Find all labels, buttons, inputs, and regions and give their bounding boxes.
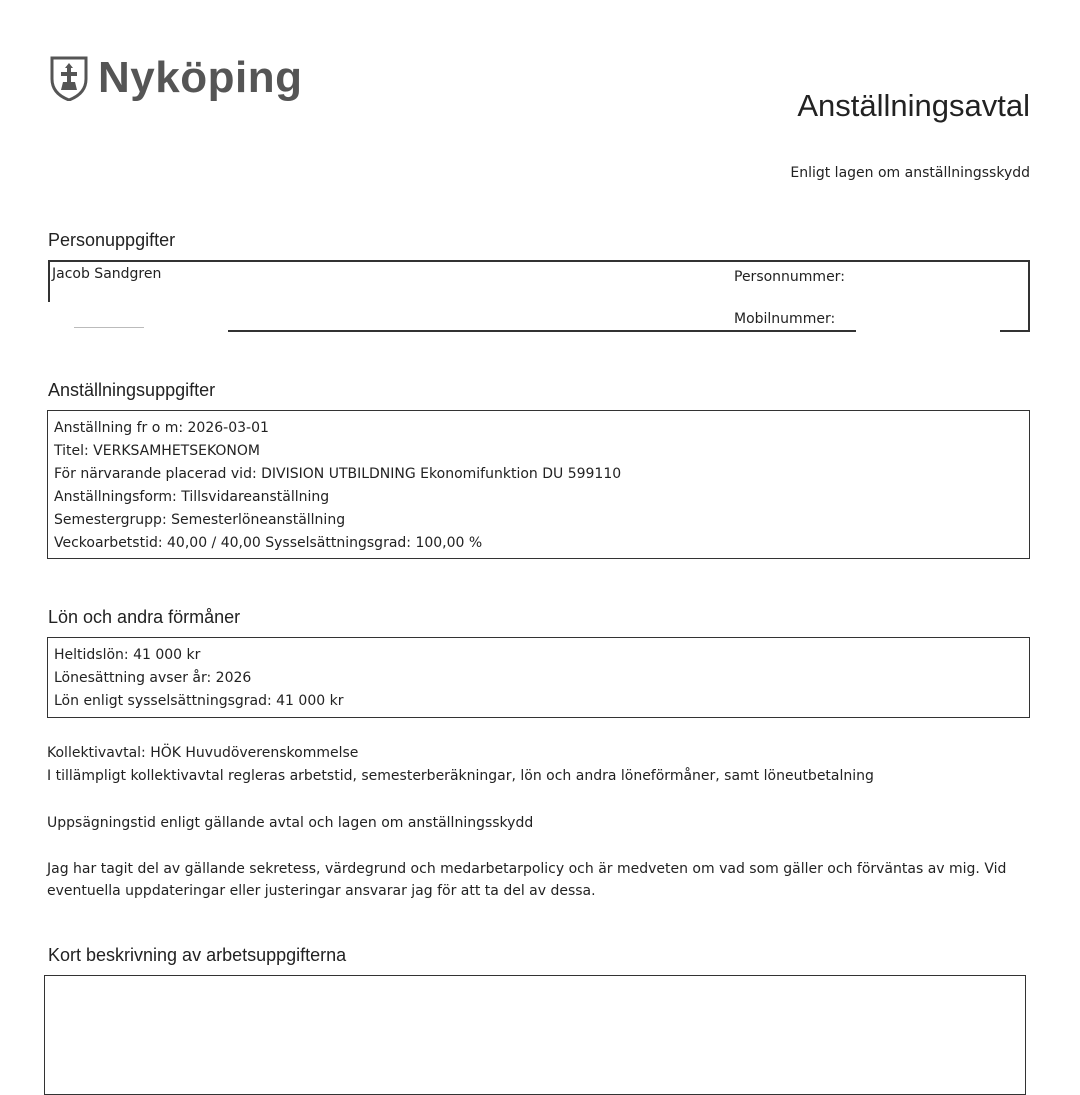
personnummer-label: Personnummer: xyxy=(734,269,845,285)
mobilnummer-label: Mobilnummer: xyxy=(734,311,836,327)
document-subtitle: Enligt lagen om anställningsskydd xyxy=(790,165,1030,181)
redacted-address-mark xyxy=(74,327,144,328)
personal-box-bottom-corner xyxy=(1000,330,1030,332)
section-heading-employment: Anställningsuppgifter xyxy=(48,380,216,400)
vacation-group: Semestergrupp: Semesterlöneanställning xyxy=(54,512,346,528)
document-title: Anställningsavtal xyxy=(797,88,1030,123)
salary-year: Lönesättning avser år: 2026 xyxy=(54,670,252,686)
section-heading-personal: Personuppgifter xyxy=(48,230,176,250)
logo-text: Nyköping xyxy=(98,53,303,102)
employment-form: Anställningsform: Tillsvidareanställning xyxy=(54,489,330,505)
policy-acknowledgement: Jag har tagit del av gällande sekretess, värdegrund och medarbetarpolicy och är medveten om vad som gäller och förväntas av mig. Vid eventuella uppdateringar eller justeringar ansvarar jag för att ta del av dessa. xyxy=(47,861,1007,899)
personal-box-left-border xyxy=(48,260,50,302)
logo xyxy=(50,48,302,108)
salary-by-employment-rate: Lön enligt sysselsättningsgrad: 41 000 kr xyxy=(54,693,344,709)
personal-box-right-border xyxy=(1028,260,1030,332)
weekly-hours: Veckoarbetstid: 40,00 / 40,00 Sysselsättningsgrad: 100,00 % xyxy=(54,535,483,551)
collective-agreement: Kollektivavtal: HÖK Huvudöverenskommelse xyxy=(47,745,359,761)
employment-box xyxy=(47,410,1030,559)
job-description-text xyxy=(45,976,1025,988)
personal-box-top-border xyxy=(48,260,1030,262)
section-heading-description: Kort beskrivning av arbetsuppgifterna xyxy=(48,945,347,965)
nykoping-shield-icon xyxy=(50,55,88,101)
employment-start-date: Anställning fr o m: 2026-03-01 xyxy=(54,420,269,436)
salary-box xyxy=(47,637,1030,718)
job-description-box xyxy=(44,975,1026,1095)
employment-title: Titel: VERKSAMHETSEKONOM xyxy=(54,443,260,459)
collective-agreement-note: I tillämpligt kollektivavtal regleras arbetstid, semesterberäkningar, lön och andra löneförmåner, samt löneutbetalning xyxy=(47,768,874,784)
employment-placement: För närvarande placerad vid: DIVISION UTBILDNING Ekonomifunktion DU 599110 xyxy=(54,466,622,482)
notice-period: Uppsägningstid enligt gällande avtal och lagen om anställningsskydd xyxy=(47,815,534,831)
employee-name: Jacob Sandgren xyxy=(52,266,162,282)
fulltime-salary: Heltidslön: 41 000 kr xyxy=(54,647,201,663)
section-heading-salary: Lön och andra förmåner xyxy=(48,607,241,627)
personal-box xyxy=(48,260,1030,333)
